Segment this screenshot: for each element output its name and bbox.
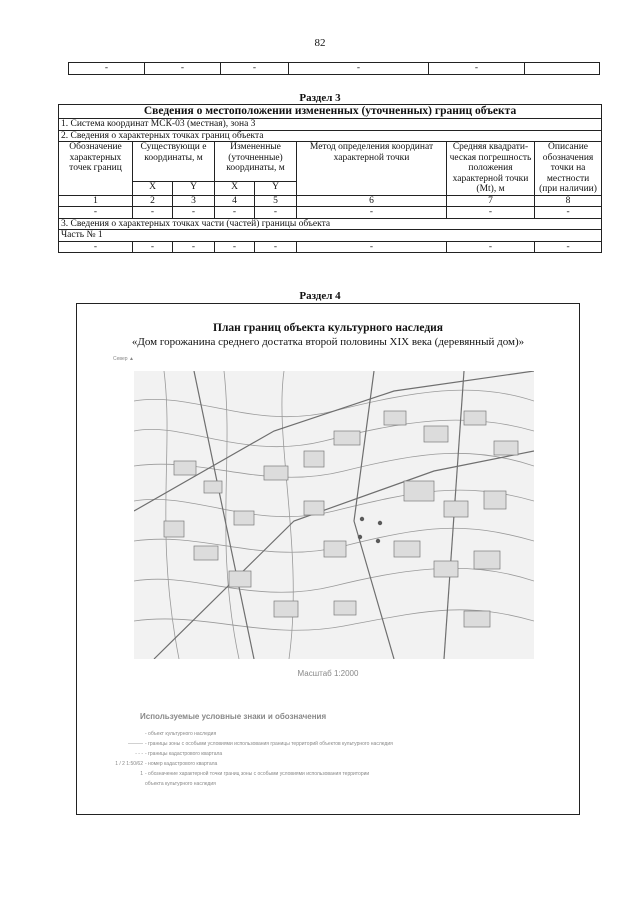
table-cell: -: [447, 241, 535, 253]
table-cell: -: [535, 241, 602, 253]
legend-text: - номер кадастрового квартала: [145, 761, 218, 767]
cadastral-map: [134, 371, 534, 659]
table-cell: -: [297, 207, 447, 219]
table-cell: -: [221, 63, 289, 75]
legend-symbol: - - -: [135, 751, 143, 757]
table-row: [59, 230, 602, 242]
legend-item: [107, 731, 567, 741]
legend-symbol: 1: [140, 771, 143, 777]
table-cell: -: [145, 63, 221, 75]
table-row: [59, 218, 602, 230]
legend-title: Используемые условные знаки и обозначения: [140, 712, 327, 721]
legend-item: [107, 741, 567, 751]
header-y2: Y: [255, 181, 297, 195]
table-row: [59, 105, 602, 119]
table-cell: -: [173, 207, 215, 219]
legend-item: [107, 771, 567, 781]
table-cell: 1: [59, 195, 133, 207]
table-header-row: [59, 142, 602, 182]
header-x: X: [133, 181, 173, 195]
table-cell: 8: [535, 195, 602, 207]
section-4-title: Раздел 4: [299, 290, 341, 302]
header-description: Описание обозначения точки на местности (при наличии): [535, 142, 602, 196]
legend-item: [107, 781, 567, 791]
table-cell: -: [535, 207, 602, 219]
table-cell: 7: [447, 195, 535, 207]
coord-system-row: 1. Система координат МСК-03 (местная), зона 3: [59, 119, 602, 131]
map-scale: Масштаб 1:2000: [297, 669, 359, 678]
part-label-row: Часть № 1: [59, 230, 602, 242]
legend-text: объекта культурного наследия: [145, 781, 216, 787]
table-cell: -: [173, 241, 215, 253]
header-method: Метод определения координат характерной точки: [297, 142, 447, 196]
table-cell: -: [429, 63, 525, 75]
header-changed-coords: Измененные (уточненные) координаты, м: [215, 142, 297, 182]
table-cell: -: [215, 241, 255, 253]
table-cell: [525, 63, 600, 75]
header-x2: X: [215, 181, 255, 195]
legend-text: - границы зоны с особыми условиями использования границы территорий объектов культурного наследия: [145, 741, 393, 747]
page-number: 82: [314, 37, 326, 49]
plan-title: План границ объекта культурного наследия: [213, 322, 443, 334]
legend-text: - границы кадастрового квартала: [145, 751, 223, 757]
table-cell: -: [69, 63, 145, 75]
table-cell: 6: [297, 195, 447, 207]
legend-item: [107, 761, 567, 771]
map-legend: [107, 712, 567, 791]
table-cell: -: [215, 207, 255, 219]
header-existing-coords: Существующи е координаты, м: [133, 142, 215, 182]
table-cell: -: [133, 207, 173, 219]
part-points-row: 3. Сведения о характерных точках части (частей) границы объекта: [59, 218, 602, 230]
table-row: [59, 207, 602, 219]
table-row: [59, 241, 602, 253]
section-3-title: Раздел 3: [299, 92, 341, 104]
table-row: [69, 63, 600, 75]
table-cell: -: [289, 63, 429, 75]
header-y: Y: [173, 181, 215, 195]
legend-text: - обозначение характерной точки границ зоны с особыми условиями использования территории: [145, 771, 370, 777]
characteristic-points-row: 2. Сведения о характерных точках границ объекта: [59, 130, 602, 142]
map-image: [134, 371, 534, 659]
boundaries-table: [58, 104, 602, 253]
table-cell: -: [297, 241, 447, 253]
table-row: [59, 130, 602, 142]
continuation-table: [68, 62, 600, 75]
table-cell: -: [447, 207, 535, 219]
table-cell: -: [59, 207, 133, 219]
table-cell: -: [255, 241, 297, 253]
table-cell: 2: [133, 195, 173, 207]
header-error: Средняя квадрати-ческая погрешность положения характерной точки (Mt), м: [447, 142, 535, 196]
plan-frame: [76, 303, 580, 815]
table-cell: 5: [255, 195, 297, 207]
legend-text: - объект культурного наследия: [145, 731, 217, 737]
table-cell: -: [255, 207, 297, 219]
legend-symbol: ———: [128, 741, 143, 747]
plan-subtitle: «Дом горожанина среднего достатка второй половины XIX века (деревянный дом)»: [131, 336, 525, 348]
table-title: Сведения о местоположении измененных (уточненных) границ объекта: [59, 105, 602, 119]
table-cell: -: [133, 241, 173, 253]
legend-item: [107, 751, 567, 761]
table-row: [59, 195, 602, 207]
legend-symbol: 1 / 2 1:50/62: [115, 761, 143, 767]
table-row: [59, 119, 602, 131]
table-cell: -: [59, 241, 133, 253]
table-cell: 4: [215, 195, 255, 207]
table-cell: 3: [173, 195, 215, 207]
header-point-designation: Обозначение характерных точек границ: [59, 142, 133, 196]
north-arrow-icon: Север ▲: [113, 356, 134, 362]
